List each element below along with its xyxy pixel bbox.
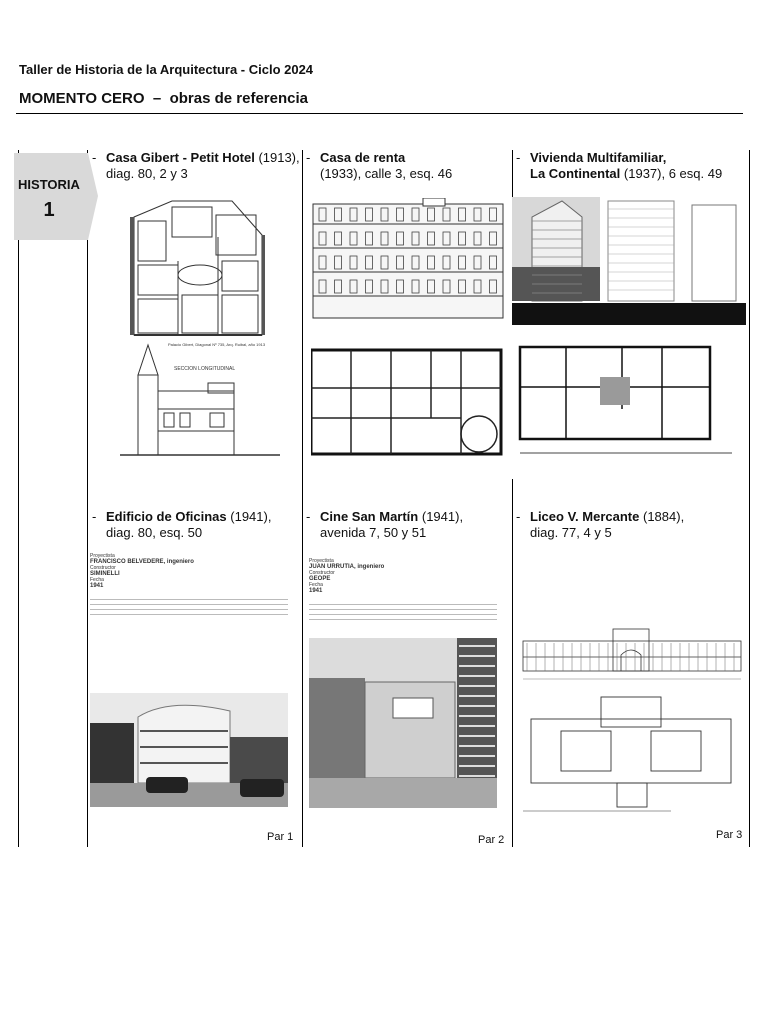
pair-label-2: Par 2 [478,834,505,846]
work-caption-3: - Vivienda Multifamiliar, La Continental (1937), 6 esq. 49 [516,150,723,181]
cine-san-martin-sheet: Proyectista JUAN URRUTIA, ingeniero Constructor GEOPE Fecha 1941 [309,558,497,808]
subtitle-separator: – [152,90,162,107]
casa-de-renta-drawing [311,198,505,460]
column-divider-1 [87,150,88,847]
document-title: Taller de Historia de la Arquitectura - Ciclo 2024 [19,62,314,77]
edificio-oficinas-sheet: Proyectista FRANCISCO BELVEDERE, ingeniero Constructor SIMINELLI Fecha 1941 [90,551,288,807]
gibert-plan-note: Palacio Gibert, Diagonal Nº 735, Arq. Ruibal, año 1913 [168,342,266,347]
historia-label: HISTORIA [18,177,80,192]
work-caption-5: - Cine San Martín (1941), avenida 7, 50 y 51 [306,509,464,540]
header-rule [16,113,743,114]
casa-gibert-drawing [112,195,284,467]
work-caption-6: - Liceo V. Mercante (1884), diag. 77, 4 y 5 [516,509,685,540]
oficinas-photo [90,693,288,807]
cine-description-lines [309,600,497,624]
subtitle-rest: obras de referencia [169,90,308,107]
liceo-mercante-drawing [521,627,745,813]
work-caption-4: - Edificio de Oficinas (1941), diag. 80, esq. 50 [92,509,272,540]
oficinas-description-lines [90,595,288,619]
subtitle-main: MOMENTO CERO [19,90,145,107]
gibert-section-note: SECCION LONGITUDINAL [174,366,236,372]
column-divider-right [749,150,750,847]
document-subtitle [19,90,308,107]
work-caption-1: - Casa Gibert - Petit Hotel (1913), diag. 80, 2 y 3 [92,150,300,181]
column-divider-2 [302,150,303,847]
column-divider-left [18,150,19,847]
la-continental-drawing [512,197,746,479]
cine-photo [309,638,497,808]
work-caption-2: - Casa de renta (1933), calle 3, esq. 46 [306,150,453,181]
pair-label-3: Par 3 [716,829,743,841]
historia-number: 1 [43,199,55,221]
historia-tab-shape [14,153,98,240]
pair-label-1: Par 1 [267,831,294,843]
